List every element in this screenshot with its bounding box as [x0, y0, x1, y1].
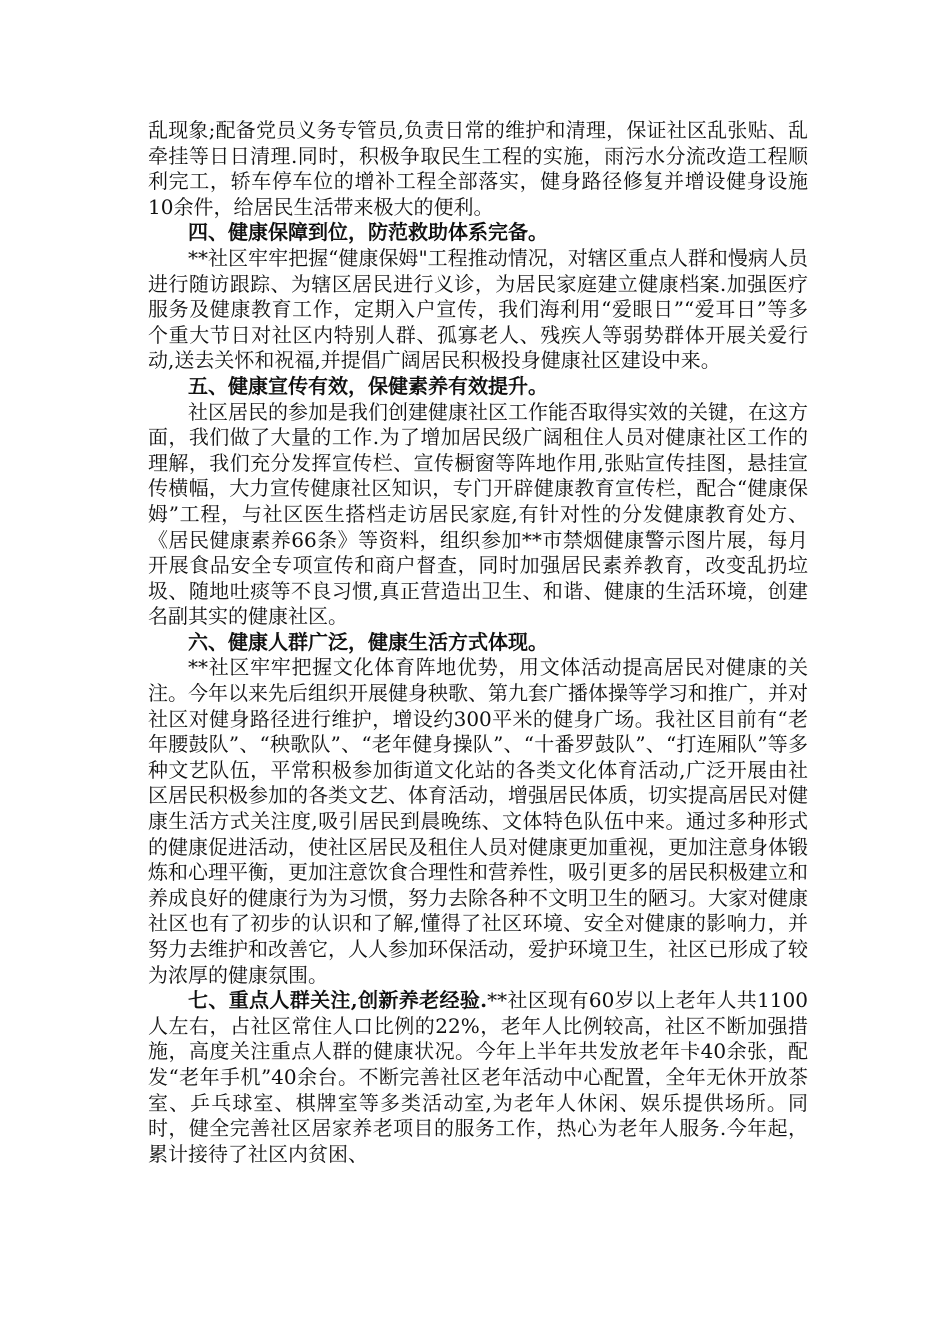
section-heading-health-publicity: 五、健康宣传有效，保健素养有效提升。: [188, 373, 548, 398]
section-heading-elderly-care: 七、重点人群关注,创新养老经验.: [188, 988, 488, 1013]
section-heading-health-security: 四、健康保障到位，防范救助体系完备。: [188, 220, 548, 245]
paragraph-elderly-care-text: **社区现有60岁以上老年人共1100人左右，占社区常住人口比例的22%，老年人比例较高，社区不断加强措施，高度关注重点人群的健康状况。今年上半年共发放老年卡40余张，配发“老年手机”40余台。不断完善社区老年活动中心配置，全年无休开放茶室、乒乓球室、棋牌室等多类活动室,为老年人休闲、娱乐提供场所。同时，健全完善社区居家养老项目的服务工作，热心为老年人服务.今年起，累计接待了社区内贫困、: [148, 988, 808, 1166]
paragraph-health-security: **社区牢牢把握“健康保姆"工程推动情况，对辖区重点人群和慢病人员进行随访跟踪、为辖区居民进行义诊，为居民家庭建立健康档案.加强医疗服务及健康教育工作，定期入户宣传，我们海利用“爱眼日”“爱耳日”等多个重大节日对社区内特别人群、孤寡老人、残疾人等弱势群体开展关爱行动,送去关怀和祝福,并提倡广阔居民积极投身健康社区建设中来。: [148, 245, 808, 373]
section-heading-healthy-lifestyle: 六、健康人群广泛，健康生活方式体现。: [188, 629, 548, 654]
document-page: [148, 118, 808, 1167]
paragraph-environment-continued: 乱现象;配备党员义务专管员,负责日常的维护和清理，保证社区乱张贴、乱牵挂等日日清理.同时，积极争取民生工程的实施，雨污水分流改造工程顺利完工，轿车停车位的增补工程全部落实，健身路径修复并增设健身设施10余件，给居民生活带来极大的便利。: [148, 118, 808, 219]
paragraph-health-publicity: 社区居民的参加是我们创建健康社区工作能否取得实效的关键，在这方面，我们做了大量的工作.为了增加居民级广阔租住人员对健康社区工作的理解，我们充分发挥宣传栏、宣传橱窗等阵地作用,张贴宣传挂图，悬挂宣传横幅，大力宣传健康社区知识，专门开辟健康教育宣传栏，配合“健康保姆”工程，与社区医生搭档走访居民家庭,有针对性的分发健康教育处方、《居民健康素养66条》等资料，组织参加**市禁烟健康警示图片展，每月开展食品安全专项宣传和商户督查，同时加强居民素养教育，改变乱扔垃圾、随地吐痰等不良习惯,真正营造出卫生、和谐、健康的生活环境，创建名副其实的健康社区。: [148, 399, 808, 629]
paragraph-elderly-care: [148, 988, 808, 1167]
paragraph-healthy-lifestyle: **社区牢牢把握文化体育阵地优势，用文体活动提高居民对健康的关注。今年以来先后组织开展健身秧歌、第九套广播体操等学习和推广，并对社区对健身路径进行维护，增设约300平米的健身广场。我社区目前有“老年腰鼓队”、“秧歌队”、“老年健身操队”、“十番罗鼓队”、“打连厢队”等多种文艺队伍，平常积极参加街道文化站的各类文化体育活动,广泛开展由社区居民积极参加的各类文艺、体育活动，增强居民体质，切实提高居民对健康生活方式关注度,吸引居民到晨晚练、文体特色队伍中来。通过多种形式的健康促进活动，使社区居民及租住人员对健康更加重视，更加注意身体锻炼和心理平衡，更加注意饮食合理性和营养性，吸引更多的居民积极建立和养成良好的健康行为为习惯，努力去除各种不文明卫生的陋习。大家对健康社区也有了初步的认识和了解,懂得了社区环境、安全对健康的影响力，并努力去维护和改善它，人人参加环保活动，爱护环境卫生，社区已形成了较为浓厚的健康氛围。: [148, 655, 808, 987]
